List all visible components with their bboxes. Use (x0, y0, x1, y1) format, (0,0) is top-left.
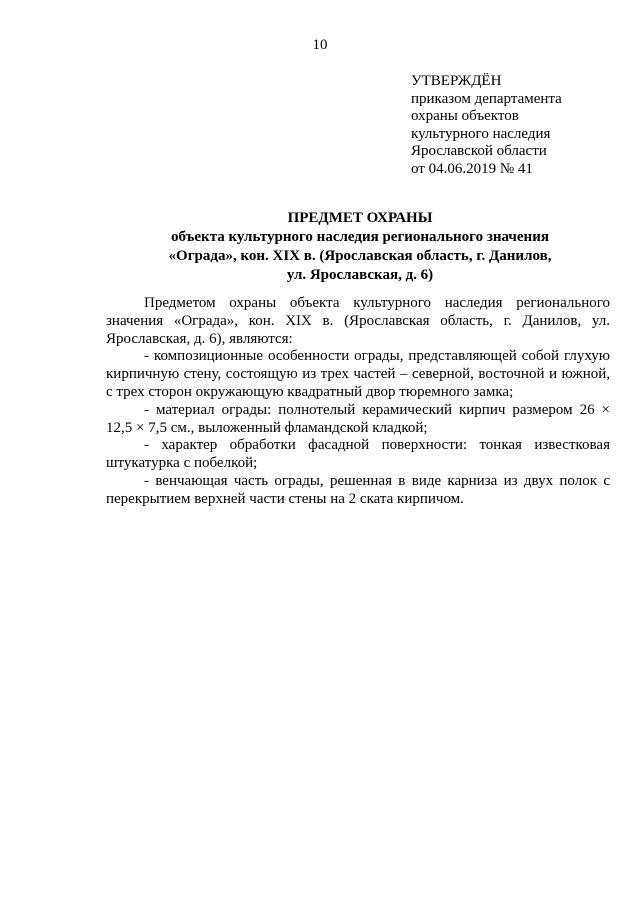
list-item: - материал ограды: полнотелый керамический кирпич размером 26 × 12,5 × 7,5 см., выложенный фламандской кладкой; (106, 401, 610, 436)
heading-title: ПРЕДМЕТ ОХРАНЫ (287, 210, 433, 226)
document-body (106, 295, 610, 509)
heading-line: «Ограда», кон. XIX в. (Ярославская область, г. Данилов, (168, 248, 552, 264)
approval-line: культурного наследия (411, 125, 551, 142)
approval-line: приказом департамента (411, 90, 562, 107)
document-heading (100, 209, 620, 285)
approval-line: УТВЕРЖДЁН (411, 73, 502, 89)
page-number: 10 (312, 37, 328, 53)
approval-line: охраны объектов (411, 108, 519, 125)
list-item: - композиционные особенности ограды, представляющей собой глухую кирпичную стену, состоящую из трех частей – северной, восточной и южной, с трех сторон окружающую квадратный двор тюремного замка; (106, 348, 610, 400)
heading-line: ул. Ярославская, д. 6) (286, 267, 434, 283)
heading-line: объекта культурного наследия регионального значения (171, 229, 549, 245)
approval-line: Ярославской области (411, 143, 547, 160)
list-item: - характер обработки фасадной поверхности: тонкая известковая штукатурка с побелкой; (106, 437, 610, 472)
list-item: - венчающая часть ограды, решенная в виде карниза из двух полок с перекрытием верхней части стены на 2 ската кирпичом. (106, 472, 610, 507)
intro-paragraph: Предметом охраны объекта культурного наследия регионального значения «Ограда», кон. XIX в. (Ярославская область, г. Данилов, ул. Ярославская, д. 6), являются: (106, 295, 610, 347)
approval-line: от 04.06.2019 № 41 (411, 160, 533, 177)
approval-stamp (411, 73, 631, 179)
